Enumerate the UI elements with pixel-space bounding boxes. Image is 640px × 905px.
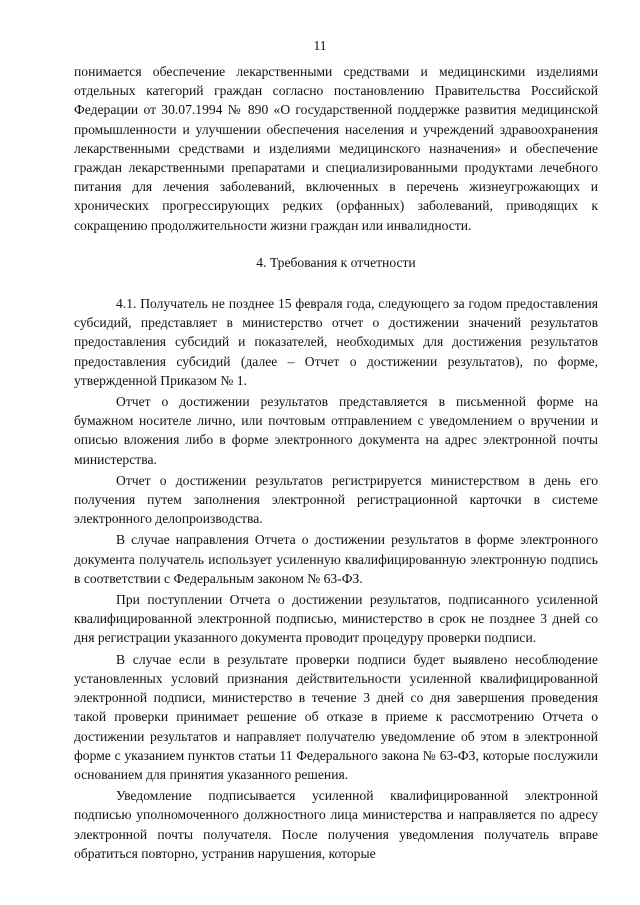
paragraph-continued: понимается обеспечение лекарственными средствами и медицинскими изделиями отдельных категорий граждан согласно постановлению Правительства Российской Федерации от 30.07.1994 № 890 «О государственной поддержке развития медицинской промышленности и улучшении обеспечения населения и учреждений здравоохранения лекарственными средствами и изделиями медицинского назначения» и обеспечение граждан лекарственными препаратами и специализированными продуктами лечебного питания для лечения заболеваний, включенных в перечень жизнеугрожающих и хронических прогрессирующих редких (орфанных) заболеваний, приводящих к сокращению продолжительности жизни граждан или инвалидности. [74, 64, 598, 233]
paragraph-report-submission: Отчет о достижении результатов представляется в письменной форме на бумажном носителе лично, или почтовым отправлением с уведомлением о вручении и описью вложения либо в форме электронного документа на адрес электронной почты министерства. [74, 394, 598, 467]
paragraph-4-1: 4.1. Получатель не позднее 15 февраля года, следующего за годом предоставления субсидий, представляет в министерство отчет о достижении значений результатов предоставления субсидий и показателей, необходимых для достижения результатов предоставления субсидий (далее – Отчет о достижении результатов), по форме, утвержденной Приказом № 1. [74, 296, 598, 388]
paragraph-report-registration: Отчет о достижении результатов регистрируется министерством в день его получения путем заполнения электронной регистрационной карточки в системе электронного делопроизводства. [74, 472, 598, 527]
paragraph-signature-check: При поступлении Отчета о достижении результатов, подписанного усиленной квалифицированной электронной подписью, министерство в срок не позднее 3 дней со дня регистрации указанного документа проводит процедуру проверки подписи. [74, 592, 598, 646]
section-heading: 4. Требования к отчетности [256, 254, 416, 270]
paragraph-signature-invalid: В случае если в результате проверки подписи будет выявлено несоблюдение установленных условий признания действительности усиленной квалифицированной электронной подписи, министерство в течение 3 дней со дня завершения проведения такой проверки принимает решение об отказе в приеме к рассмотрению Отчета о достижении результатов и направляет получателю уведомление об этом в электронной форме с указанием пунктов статьи 11 Федерального закона № 63-ФЗ, которые послужили основанием для принятия указанного решения. [74, 651, 598, 782]
document-body [74, 62, 598, 863]
page-number: 11 [313, 38, 327, 53]
paragraph-electronic-signature: В случае направления Отчета о достижении результатов в форме электронного документа получатель использует усиленную квалифицированную электронную подпись в соответствии с Федеральным законом № 63-ФЗ. [74, 532, 598, 586]
paragraph-notification: Уведомление подписывается усиленной квалифицированной электронной подписью уполномоченного должностного лица министерства и направляется по адресу электронной почты получателя. После получения уведомления получатель вправе обратиться повторно, устранив нарушения, которые [74, 788, 598, 861]
